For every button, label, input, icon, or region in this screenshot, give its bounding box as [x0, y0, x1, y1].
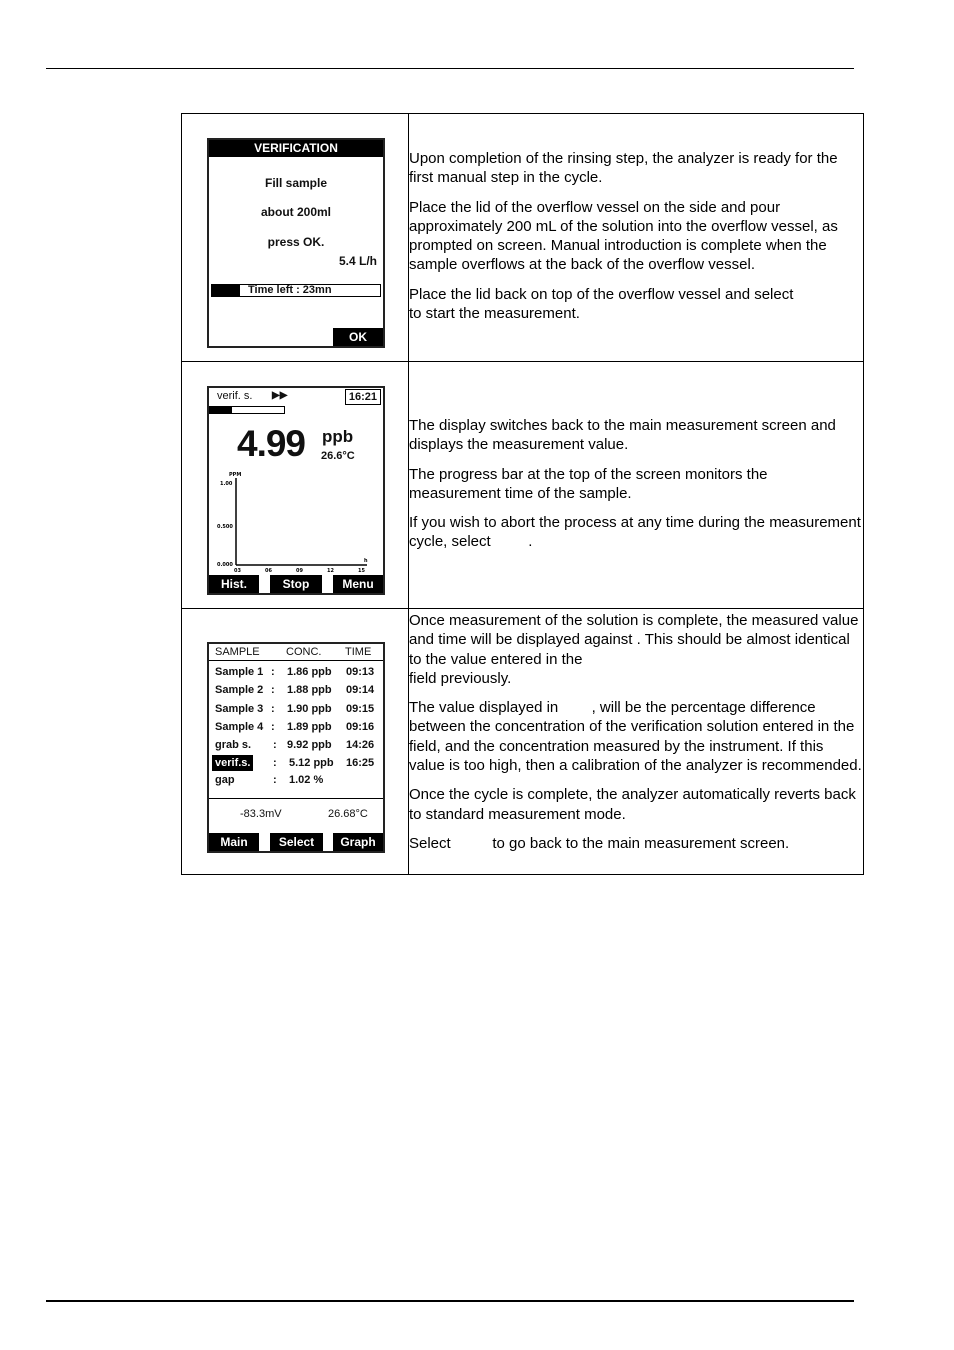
concentration: 9.92 ppb: [287, 739, 332, 751]
x-tick-label: 12: [327, 568, 334, 574]
column-header: TIME: [345, 646, 372, 658]
sample-time: 09:13: [346, 666, 375, 678]
result-row[interactable]: [209, 737, 383, 753]
table-row: [182, 114, 864, 362]
sample-name: grab s.: [215, 739, 252, 751]
result-row[interactable]: [209, 719, 383, 735]
prompt-line: about 200ml: [260, 205, 332, 219]
instruction-paragraph: Select to go back to the main measurement screen.: [409, 834, 790, 852]
progress-fill: [210, 407, 232, 413]
time-left-fill: [212, 285, 240, 296]
select-softkey[interactable]: Select: [270, 833, 323, 851]
screen-title: VERIFICATION: [209, 140, 383, 157]
instruction-cell: [409, 114, 864, 362]
x-tick-label: 03: [234, 568, 241, 574]
x-tick-label: 15: [358, 568, 365, 574]
result-row[interactable]: [209, 701, 383, 717]
sample-name: verif.s.: [212, 755, 253, 771]
ok-softkey[interactable]: OK: [333, 328, 383, 346]
separator: :: [271, 666, 275, 678]
fast-forward-icon: ▶▶: [272, 390, 288, 401]
instruction-paragraph: The display switches back to the main measurement screen and displays the measurement value.: [409, 417, 836, 454]
table-row: [182, 609, 864, 875]
result-row[interactable]: [209, 772, 383, 788]
hist-softkey[interactable]: Hist.: [209, 575, 259, 593]
procedure-table: [181, 113, 934, 875]
y-tick-label: 1.00: [220, 481, 233, 487]
verification-screen: [207, 138, 385, 348]
measurement-unit: ppb: [322, 427, 354, 446]
footer-divider: [209, 798, 383, 799]
screen-cell: [182, 114, 409, 362]
time-left-label: Time left : 23mn: [248, 284, 332, 296]
result-row-selected[interactable]: [209, 755, 383, 771]
column-header: SAMPLE: [215, 646, 260, 658]
prompt-line: Fill sample: [264, 176, 328, 190]
header-rule: [46, 68, 854, 69]
x-tick-label: 06: [265, 568, 272, 574]
concentration: 1.02 %: [289, 774, 324, 786]
results-screen: [207, 642, 385, 853]
sample-time: 09:14: [346, 684, 375, 696]
main-softkey[interactable]: Main: [209, 833, 259, 851]
mode-label: verif. s.: [217, 390, 253, 402]
sample-name: Sample 4: [215, 721, 264, 733]
instruction-paragraph: Place the lid of the overflow vessel on the side and pour approximately 200 mL of the solution into the overflow vessel, as prompted on screen. Manual introduction is complete when the sample overflows at the back of the overflow vessel.: [409, 198, 838, 274]
sample-name: Sample 3: [215, 703, 264, 715]
sample-name: Sample 1: [215, 666, 264, 678]
temperature: 26.68°C: [328, 808, 368, 820]
screen-cell: [182, 362, 409, 609]
menu-softkey[interactable]: Menu: [333, 575, 383, 593]
prompt-line: press OK.: [267, 235, 325, 249]
table-row: [182, 362, 864, 609]
instruction-paragraph: Upon completion of the rinsing step, the analyzer is ready for the first manual step in the cycle.: [409, 150, 838, 187]
result-row[interactable]: [209, 682, 383, 698]
sample-time: 09:16: [346, 721, 375, 733]
separator: :: [273, 774, 277, 786]
sample-name: gap: [215, 774, 235, 786]
graph-softkey[interactable]: Graph: [333, 833, 383, 851]
separator: :: [273, 739, 277, 751]
instruction-paragraph: Once the cycle is complete, the analyzer automatically reverts back to standard measurement mode.: [409, 786, 856, 823]
column-header: CONC.: [286, 646, 322, 658]
x-axis-unit: h: [364, 558, 368, 564]
concentration: 1.90 ppb: [287, 703, 332, 715]
separator: :: [271, 684, 275, 696]
measurement-screen: [207, 386, 385, 595]
sample-time: 16:25: [346, 757, 375, 769]
instruction-cell: [409, 609, 934, 875]
concentration: 1.86 ppb: [287, 666, 332, 678]
instruction-paragraph: The value displayed in , will be the percentage difference between the concentration of the verification solution entered in the field, and the concentration measured by the instrument. If this value is too high, then a calibration of the analyzer is recommended.: [409, 699, 934, 775]
concentration: 1.89 ppb: [287, 721, 332, 733]
instruction-cell: [409, 362, 864, 609]
separator: :: [271, 721, 275, 733]
time-left-bar: [211, 284, 381, 297]
instruction-paragraph: The progress bar at the top of the screen monitors the measurement time of the sample.: [409, 465, 768, 502]
separator: :: [271, 703, 275, 715]
screen-cell: [182, 609, 409, 875]
clock: 16:21: [345, 389, 381, 405]
sample-time: 14:26: [346, 739, 375, 751]
footer-rule: [46, 1300, 854, 1302]
result-row[interactable]: [209, 664, 383, 680]
concentration: 1.88 ppb: [287, 684, 332, 696]
sample-time: 09:15: [346, 703, 375, 715]
trend-graph: [209, 466, 383, 586]
instruction-paragraph: If you wish to abort the process at any time during the measurement cycle, select .: [409, 514, 866, 551]
instruction-paragraph: Once measurement of the solution is complete, the measured value and time will be displayed against . This should be almost identical to the value entered in the field previously.: [409, 612, 859, 687]
stop-softkey[interactable]: Stop: [270, 575, 322, 593]
y-tick-label: 0.000: [217, 562, 233, 568]
x-tick-label: 09: [296, 568, 303, 574]
separator: :: [273, 757, 277, 769]
temperature: 26.6°C: [321, 450, 355, 462]
instruction-paragraph: Place the lid back on top of the overflow vessel and select to start the measurement.: [409, 285, 794, 323]
sample-name: Sample 2: [215, 684, 264, 696]
concentration: 5.12 ppb: [289, 757, 334, 769]
millivolt-reading: -83.3mV: [240, 808, 282, 820]
results-header: [209, 644, 383, 661]
flow-rate: 5.4 L/h: [338, 254, 377, 268]
y-axis-unit: PPM: [229, 472, 242, 478]
progress-bar: [209, 406, 285, 414]
y-tick-label: 0.500: [217, 524, 233, 530]
measurement-value: 4.99: [237, 423, 306, 464]
